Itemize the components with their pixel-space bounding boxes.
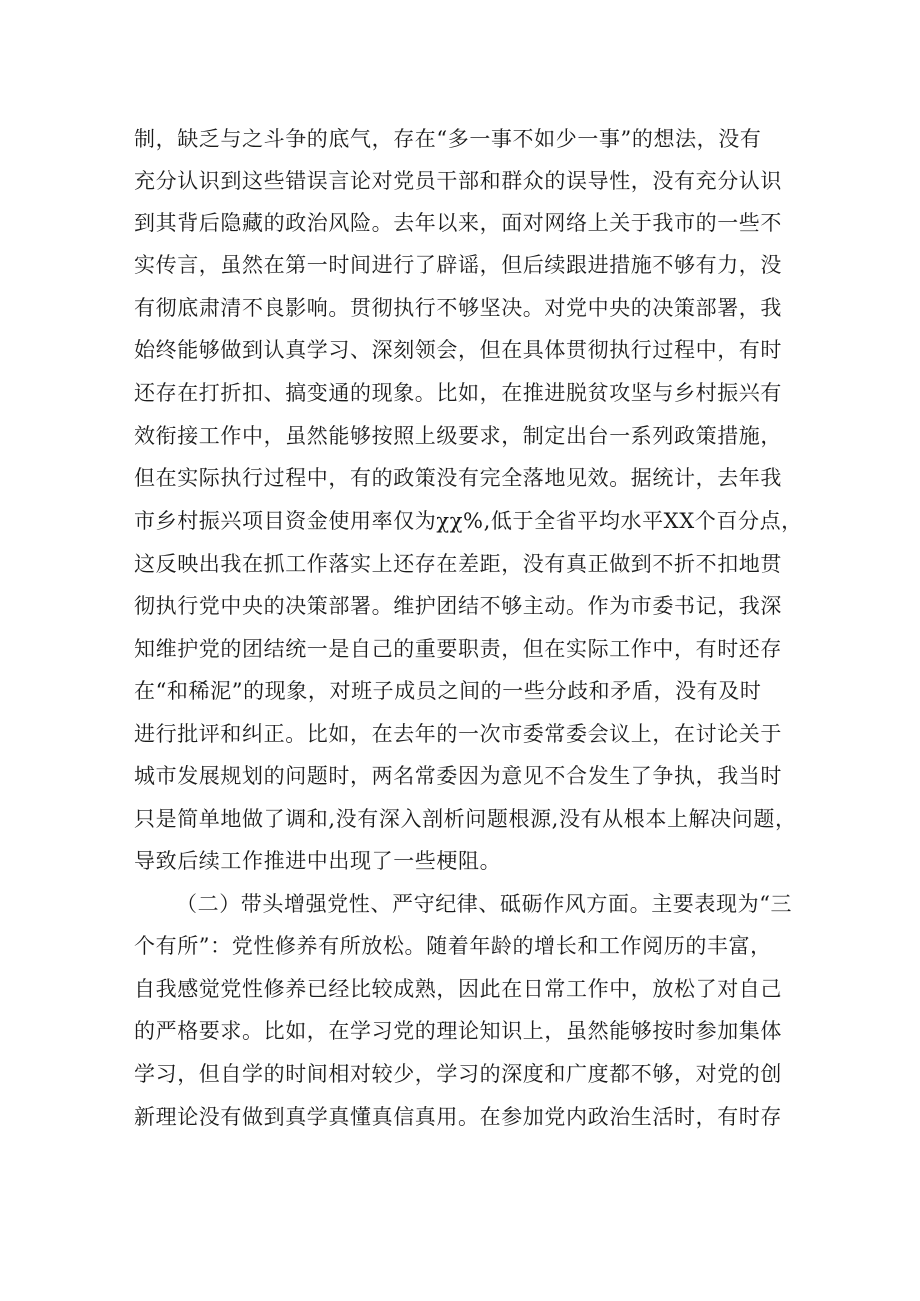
- text-line: 始终能够做到认真学习、深刻领会，但在具体贯彻执行过程中，有时: [134, 338, 782, 362]
- text-line: 个有所”：党性修养有所放松。随着年龄的增长和工作阅历的丰富，: [134, 934, 772, 958]
- text-line: 城市发展规划的问题时，两名常委因为意见不合发生了争执，我当时: [134, 764, 782, 788]
- text-line: 到其背后隐藏的政治风险。去年以来，面对网络上关于我市的一些不: [134, 211, 782, 235]
- text-line: 知维护党的团结统一是自己的重要职责，但在实际工作中，有时还存: [134, 637, 782, 661]
- section-heading-line: （二）带头增强党性、严守纪律、砥砺作风方面。主要表现为“三: [176, 892, 793, 916]
- text-line: 新理论没有做到真学真懂真信真用。在参加党内政治生活时，有时存: [134, 1105, 782, 1129]
- text-line: 彻执行党中央的决策部署。维护团结不够主动。作为市委书记，我深: [134, 594, 782, 618]
- text-line: 导致后续工作推进中出现了一些梗阻。: [134, 849, 502, 873]
- text-line: 制，缺乏与之斗争的底气，存在“多一事不如少一事”的想法，没有: [134, 127, 762, 151]
- text-line: 进行批评和纠正。比如，在去年的一次市委常委会议上，在讨论关于: [134, 722, 782, 746]
- text-line: 效衔接工作中，虽然能够按照上级要求，制定出台一系列政策措施，: [134, 424, 782, 448]
- text-line: 还存在打折扣、搞变通的现象。比如，在推进脱贫攻坚与乡村振兴有: [134, 381, 782, 405]
- text-line: 自我感觉党性修养已经比较成熟，因此在日常工作中，放松了对自己: [134, 977, 782, 1001]
- text-line: 但在实际执行过程中，有的政策没有完全落地见效。据统计，去年我: [134, 466, 782, 490]
- text-line: 有彻底肃清不良影响。贯彻执行不够坚决。对党中央的决策部署，我: [134, 296, 782, 320]
- text-line: 这反映出我在抓工作落实上还存在差距，没有真正做到不折不扣地贯: [134, 552, 782, 576]
- text-line: 只是简单地做了调和,没有深入剖析问题根源,没有从根本上解决问题，: [134, 807, 797, 831]
- text-line: 实传言，虽然在第一时间进行了辟谣，但后续跟进措施不够有力，没: [134, 253, 782, 277]
- text-line: 在“和稀泥”的现象，对班子成员之间的一些分歧和矛盾，没有及时: [134, 679, 762, 703]
- text-line: 学习，但自学的时间相对较少，学习的深度和广度都不够，对党的创: [134, 1062, 782, 1086]
- text-line: 市乡村振兴项目资金使用率仅为χχ%,低于全省平均水平XX个百分点，: [134, 509, 803, 533]
- text-line: 的严格要求。比如，在学习党的理论知识上，虽然能够按时参加集体: [134, 1019, 782, 1043]
- text-line: 充分认识到这些错误言论对党员干部和群众的误导性，没有充分认识: [134, 169, 782, 193]
